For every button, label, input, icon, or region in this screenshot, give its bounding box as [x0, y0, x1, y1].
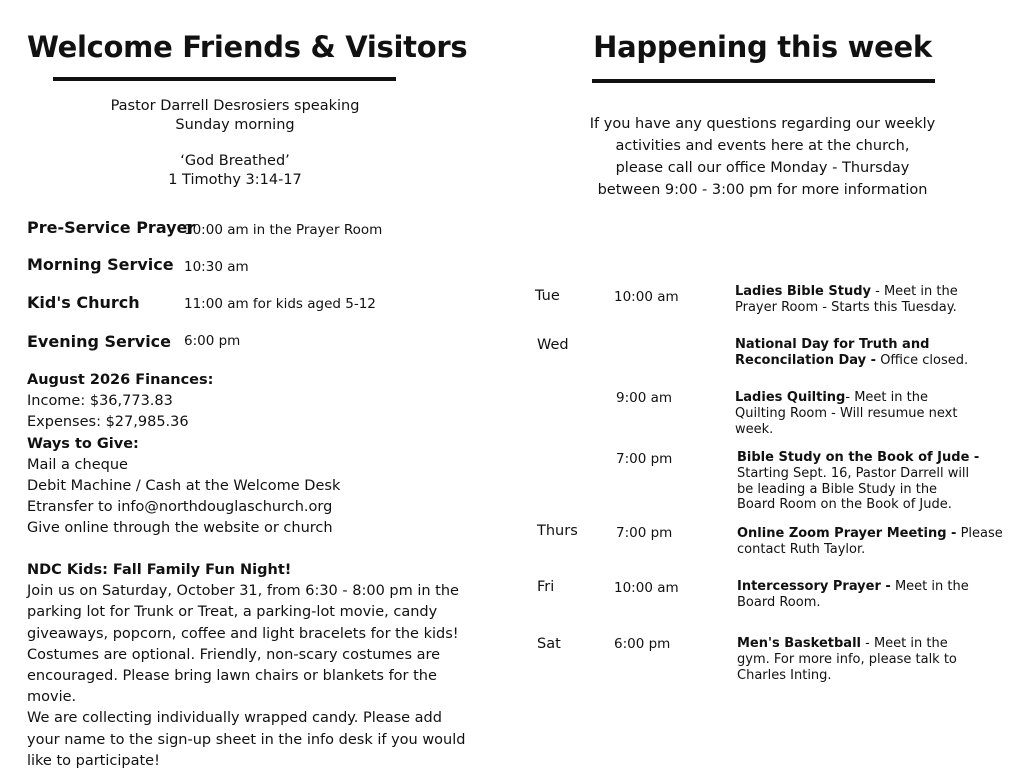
event-time: 7:00 pm — [616, 451, 673, 467]
event-name: Ladies Bible Study — [735, 284, 871, 299]
kids-line: encouraged. Please bring lawn chairs or blankets for the — [27, 668, 437, 685]
service-label-evening: Evening Service — [27, 332, 172, 351]
service-value-morning: 10:30 am — [184, 259, 249, 275]
office-info — [560, 113, 965, 201]
event-day: Thurs — [537, 523, 578, 539]
kids-line: giveaways, popcorn, coffee and light bracelets for the kids! — [27, 625, 459, 642]
event-description: Bible Study on the Book of Jude - Starting Sept. 16, Pastor Darrell will be leading a Bible Study in the Board Room on the Book of Jude. — [737, 450, 980, 513]
event-time: 10:00 am — [614, 289, 679, 305]
kids-line: Join us on Saturday, October 31, from 6:30 - 8:00 pm in the — [27, 583, 459, 600]
kids-line: parking lot for Trunk or Treat, a parking-lot movie, candy — [27, 604, 438, 621]
service-value-evening: 6:00 pm — [184, 333, 241, 349]
happening-title-underline — [592, 79, 935, 83]
event-name: Online Zoom Prayer Meeting - — [737, 526, 957, 541]
kids-line: Costumes are optional. Friendly, non-scary costumes are — [27, 646, 441, 663]
kids-line: like to participate! — [27, 752, 160, 769]
kids-line: your name to the sign-up sheet in the info desk if you would — [27, 731, 466, 748]
welcome-title: Welcome Friends & Visitors — [27, 30, 468, 64]
kids-heading: NDC Kids: Fall Family Fun Night! — [27, 562, 292, 578]
event-time: 9:00 am — [616, 390, 673, 406]
event-day: Fri — [537, 579, 555, 595]
welcome-title-underline — [53, 77, 396, 81]
event-name: Reconcilation Day - — [735, 352, 877, 368]
event-description: Ladies Bible Study - Meet in the Prayer Room - Starts this Tuesday. — [735, 284, 958, 315]
give-line: Etransfer to info@northdouglaschurch.org — [27, 499, 333, 516]
sermon-title: ‘God Breathed’ — [180, 153, 290, 169]
office-info-line: between 9:00 - 3:00 pm for more information — [597, 182, 928, 198]
service-label-pre-prayer: Pre-Service Prayer — [27, 218, 196, 237]
event-name: Bible Study on the Book of Jude - — [737, 450, 980, 465]
service-value-pre-prayer: 10:00 am in the Prayer Room — [184, 222, 383, 238]
office-info-line: activities and events here at the church, — [615, 138, 910, 154]
event-name: Men's Basketball — [737, 636, 861, 651]
event-name: Intercessory Prayer - — [737, 579, 891, 594]
finances-heading: August 2026 Finances: — [27, 372, 214, 388]
kids-event-block — [27, 560, 467, 772]
sermon-scripture: 1 Timothy 3:14-17 — [168, 172, 302, 188]
office-info-line: If you have any questions regarding our weekly — [589, 116, 936, 132]
event-description: Ladies Quilting- Meet in the Quilting Room - Will resumue next week. — [735, 390, 958, 437]
event-description: Online Zoom Prayer Meeting - Please contact Ruth Taylor. — [737, 526, 1003, 557]
give-heading: Ways to Give: — [27, 435, 139, 452]
finances-income: Income: $36,773.83 — [27, 393, 173, 410]
event-day: Tue — [535, 288, 560, 304]
sermon-time: Sunday morning — [175, 117, 295, 133]
sermon-speaker: Pastor Darrell Desrosiers speaking — [110, 98, 360, 114]
office-info-line: please call our office Monday - Thursday — [615, 160, 910, 176]
event-description: National Day for Truth and Reconcilation Day - Office closed. — [735, 337, 969, 368]
service-value-kids: 11:00 am for kids aged 5-12 — [184, 296, 376, 312]
event-description: Men's Basketball - Meet in the gym. For more info, please talk to Charles Inting. — [737, 636, 957, 683]
event-day: Sat — [537, 636, 561, 652]
event-day: Wed — [537, 337, 569, 353]
event-time: 6:00 pm — [614, 636, 671, 652]
give-line: Give online through the website or church — [27, 520, 333, 537]
sermon-block — [60, 97, 410, 190]
event-name: National Day for Truth and — [735, 337, 930, 352]
service-label-morning: Morning Service — [27, 255, 174, 274]
happening-title: Happening this week — [593, 30, 932, 64]
finances-give-block — [27, 370, 457, 540]
finances-expenses: Expenses: $27,985.36 — [27, 414, 189, 431]
kids-line: We are collecting individually wrapped candy. Please add — [27, 710, 442, 727]
event-name: Ladies Quilting — [735, 390, 846, 405]
event-description: Intercessory Prayer - Meet in the Board Room. — [737, 579, 969, 610]
event-time: 10:00 am — [614, 580, 679, 596]
service-label-kids: Kid's Church — [27, 293, 140, 312]
event-time: 7:00 pm — [616, 525, 673, 541]
kids-line: movie. — [27, 689, 77, 706]
give-line: Mail a cheque — [27, 456, 128, 473]
give-line: Debit Machine / Cash at the Welcome Desk — [27, 478, 341, 495]
